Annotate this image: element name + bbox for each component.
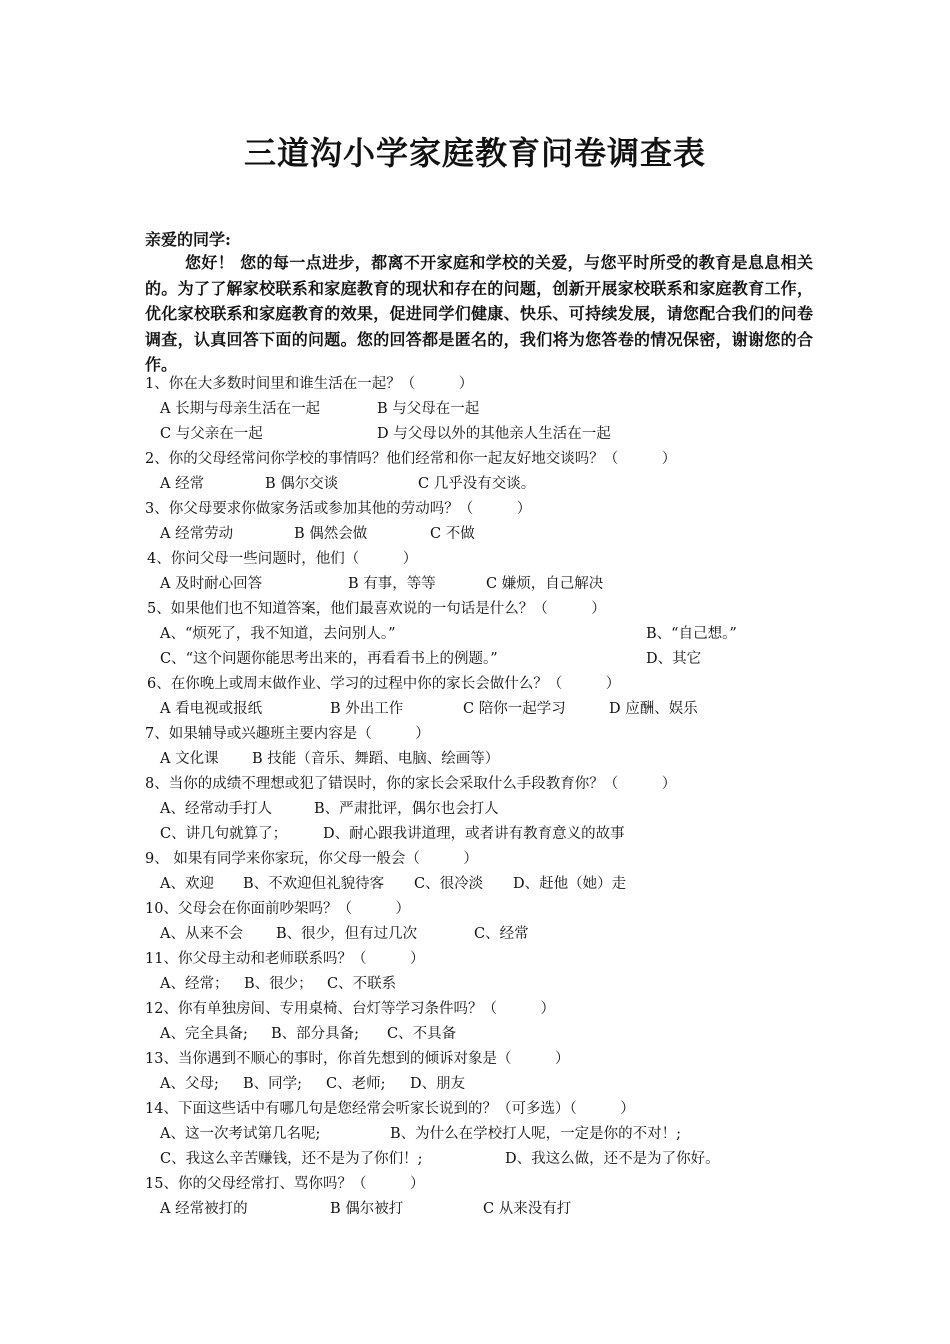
option-9d[interactable]: D、赶他（她）走 — [513, 876, 627, 892]
question-14: 14、下面这些话中有哪几句是您经常会听家长说到的？（可多选）（ ） — [145, 1101, 635, 1117]
option-7a[interactable]: A 文化课 — [160, 751, 219, 767]
greeting: 亲爱的同学: — [145, 230, 231, 249]
option-8b[interactable]: B、严肃批评，偶尔也会打人 — [314, 801, 499, 817]
option-10b[interactable]: B、很少，但有过几次 — [276, 926, 418, 942]
option-6a[interactable]: A 看电视或报纸 — [160, 701, 263, 717]
question-8: 8、当你的成绩不理想或犯了错误时，你的家长会采取什么手段教育你？（ ） — [145, 776, 677, 792]
question-1: 1、你在大多数时间里和谁生活在一起？（ ） — [145, 376, 474, 392]
option-1a[interactable]: A 长期与母亲生活在一起 — [160, 401, 321, 417]
option-13d[interactable]: D、朋友 — [410, 1076, 466, 1092]
question-15: 15、你的父母经常打、骂你吗？（ ） — [145, 1176, 425, 1192]
option-3c[interactable]: C 不做 — [430, 526, 475, 542]
option-5d[interactable]: D、其它 — [646, 651, 702, 667]
option-8a[interactable]: A、经常动手打人 — [160, 801, 272, 817]
option-1b[interactable]: B 与父母在一起 — [377, 401, 480, 417]
question-11: 11、你父母主动和老师联系吗？（ ） — [145, 951, 425, 967]
option-4b[interactable]: B 有事，等等 — [348, 576, 436, 592]
option-12a[interactable]: A、完全具备; — [160, 1026, 248, 1042]
option-7b[interactable]: B 技能（音乐、舞蹈、电脑、绘画等） — [252, 751, 500, 767]
option-15c[interactable]: C 从来没有打 — [483, 1201, 572, 1217]
option-9c[interactable]: C、很冷淡 — [414, 876, 484, 892]
option-13c[interactable]: C、老师; — [326, 1076, 386, 1092]
option-1c[interactable]: C 与父亲在一起 — [160, 426, 263, 442]
option-11a[interactable]: A、经常； — [160, 976, 229, 992]
question-13: 13、当你遇到不顺心的事时，你首先想到的倾诉对象是（ ） — [145, 1051, 570, 1067]
option-14a[interactable]: A、这一次考试第几名呢; — [160, 1126, 321, 1142]
option-10c[interactable]: C、经常 — [474, 926, 529, 942]
option-4c[interactable]: C 嫌烦，自己解决 — [486, 576, 604, 592]
option-4a[interactable]: A 及时耐心回答 — [160, 576, 263, 592]
question-4: 4、你问父母一些问题时，他们（ ） — [147, 551, 418, 567]
option-1d[interactable]: D 与父母以外的其他亲人生活在一起 — [377, 426, 611, 442]
option-3a[interactable]: A 经常劳动 — [160, 526, 234, 542]
option-2b[interactable]: B 偶尔交谈 — [265, 476, 339, 492]
option-14b[interactable]: B、为什么在学校打人呢，一定是你的不对！; — [390, 1126, 682, 1142]
option-14c[interactable]: C、我这么辛苦赚钱，还不是为了你们！; — [160, 1151, 423, 1167]
option-8c[interactable]: C、讲几句就算了； — [160, 826, 288, 842]
option-6b[interactable]: B 外出工作 — [330, 701, 404, 717]
option-9a[interactable]: A、欢迎 — [160, 876, 214, 892]
option-11b[interactable]: B、很少； — [244, 976, 313, 992]
option-13a[interactable]: A、父母; — [160, 1076, 219, 1092]
question-5: 5、如果他们也不知道答案，他们最喜欢说的一句话是什么？（ ） — [147, 601, 606, 617]
option-13b[interactable]: B、同学; — [243, 1076, 303, 1092]
option-2c[interactable]: C 几乎没有交谈。 — [418, 476, 536, 492]
question-6: 6、在你晚上或周末做作业、学习的过程中你的家长会做什么？（ ） — [147, 676, 621, 692]
option-14d[interactable]: D、我这么做，还不是为了你好。 — [505, 1151, 720, 1167]
option-9b[interactable]: B、不欢迎但礼貌待客 — [243, 876, 385, 892]
option-12b[interactable]: B、部分具备; — [271, 1026, 360, 1042]
option-2a[interactable]: A 经常 — [160, 476, 205, 492]
question-12: 12、你有单独房间、专用桌椅、台灯等学习条件吗？（ ） — [145, 1001, 555, 1017]
option-3b[interactable]: B 偶然会做 — [294, 526, 368, 542]
option-12c[interactable]: C、不具备 — [387, 1026, 457, 1042]
option-5c[interactable]: C、“这个问题你能思考出来的，再看看书上的例题。” — [160, 651, 498, 667]
option-6d[interactable]: D 应酬、娱乐 — [609, 701, 698, 717]
option-15a[interactable]: A 经常被打的 — [160, 1201, 248, 1217]
option-15b[interactable]: B 偶尔被打 — [330, 1201, 404, 1217]
option-5a[interactable]: A、“烦死了，我不知道，去问别人。” — [160, 626, 396, 642]
question-7: 7、如果辅导或兴趣班主要内容是（ ） — [145, 726, 430, 742]
option-10a[interactable]: A、从来不会 — [160, 926, 243, 942]
question-3: 3、你父母要求你做家务活或参加其他的劳动吗？（ ） — [145, 501, 532, 517]
question-2: 2、你的父母经常问你学校的事情吗？他们经常和你一起友好地交谈吗？（ ） — [145, 451, 677, 467]
option-8d[interactable]: D、耐心跟我讲道理，或者讲有教育意义的故事 — [323, 826, 625, 842]
question-10: 10、父母会在你面前吵架吗？（ ） — [145, 901, 410, 917]
intro-paragraph: 您好！ 您的每一点进步，都离不开家庭和学校的关爱，与您平时所受的教育是息息相关的。为了了解家校联系和家庭教育的现状和存在的问题，创新开展家校联系和家庭教育工作，优化家校联系和家庭教育的效果，促进同学们健康、快乐、可持续发展，请您配合我们的问卷调查，认真回答下面的问题。您的回答都是匿名的，我们将为您答卷的情况保密，谢谢您的合作。 — [145, 253, 813, 374]
option-6c[interactable]: C 陪你一起学习 — [463, 701, 566, 717]
question-9: 9、 如果有同学来你家玩，你父母一般会（ ） — [145, 851, 478, 867]
option-11c[interactable]: C、不联系 — [327, 976, 397, 992]
page-title: 三道沟小学家庭教育问卷调查表 — [243, 134, 706, 172]
option-5b[interactable]: B、“自己想。” — [646, 626, 737, 642]
